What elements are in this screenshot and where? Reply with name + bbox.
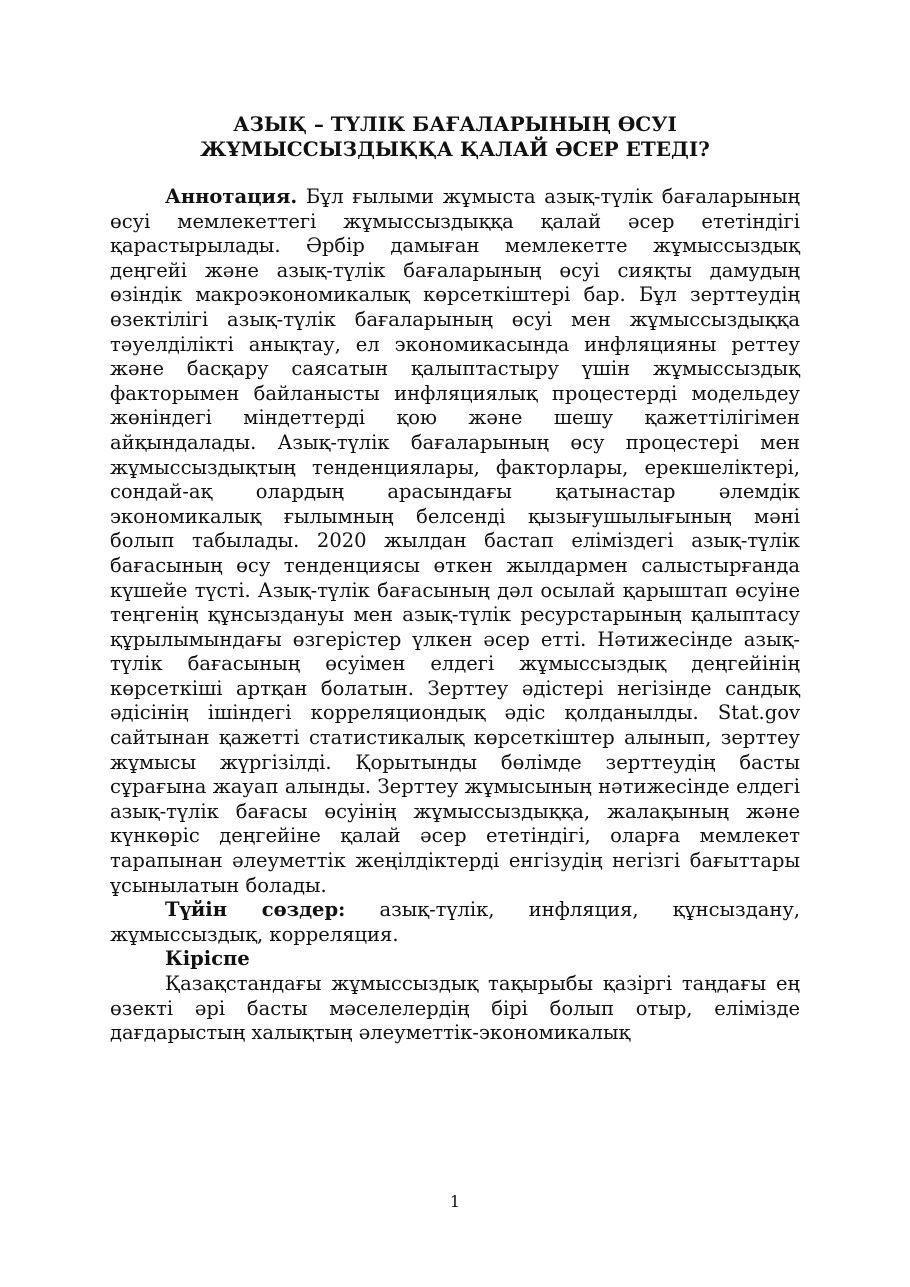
abstract-label: Аннотация. xyxy=(165,185,298,208)
paper-title-line-1: АЗЫҚ – ТҮЛІК БАҒАЛАРЫНЫҢ ӨСУІ xyxy=(233,112,677,136)
introduction-heading: Кіріспе xyxy=(165,947,250,971)
keywords-label: Түйін сөздер: xyxy=(165,898,346,922)
page-number: 1 xyxy=(449,1192,461,1211)
abstract-text: Бұл ғылыми жұмыста азық-түлік бағаларының өсуі мемлекеттегі жұмыссыздыққа қалай әсер ететіндігі қарастырылады. Әрбір дамыған мемлекетте жұмыссыздық деңгейі және азық-түлік бағаларының өсуі сияқты дамудың өзіндік макроэкономикалық көрсеткіштері бар. Бұл зерттеудің өзектілігі азық-түлік бағаларының өсуі мен жұмыссыздыққа тәуелділікті анықтау, ел экономикасында инфляцияны реттеу және басқару саясатын қалыптастыру үшін жұмыссыздық факторымен байланысты инфляциялық процестерді модельдеу жөніндегі міндеттерді қою және шешу қажеттілігімен айқындалады. Азық-түлік бағаларының өсу процестері мен жұмыссыздықтың тенденциялары, факторлары, ерекшеліктері, сондай-ақ олардың арасындағы қатынастар әлемдік экономикалық ғылымның белсенді қызығушылығының мәні болып табылады. 2020 жылдан бастап еліміздегі азық-түлік бағасының өсу тенденциясы өткен жылдармен салыстырғанда күшейе түсті. Азық-түлік бағасының дәл осылай қарыштап өсуіне теңгенің құнсыздануы мен азық-түлік ресурстарының қалыптасу құрылымындағы өзгерістер үлкен әсер етті. Нәтижесінде азық-түлік бағасының өсуімен елдегі жұмыссыздық деңгейінің көрсеткіші артқан болатын. Зерттеу әдістері негізінде сандық әдісінің ішіндегі корреляциондық әдіс қолданылды. Stat.gov сайтынан қажетті статистикалық көрсеткіштер алынып, зерттеу жұмысы жүргізілді. Қорытынды бөлімде зерттеудің басты сұрағына жауап алынды. Зерттеу жұмысының нәтижесінде елдегі азық-түлік бағасы өсуінің жұмыссыздыққа, жалақының және күнкөріс деңгейіне қалай әсер ететіндігі, оларға мемлекет тарапынан әлеуметтік жеңілдіктерді енгізудің негізгі бағыттары ұсынылатын болады. xyxy=(110,185,800,897)
introduction-paragraph: Қазақстандағы жұмыссыздық тақырыбы қазіргі таңдағы ең өзекті әрі басты мәселелердің бірі болып отыр, елімізде дағдарыстың халықтың әлеуметтік-экономикалық xyxy=(110,972,800,1045)
keywords-text: азық-түлік, инфляция, құнсыздану, жұмыссыздық, корреляция. xyxy=(110,898,800,946)
paper-title xyxy=(110,112,800,162)
abstract-paragraph xyxy=(110,185,800,898)
paper-body xyxy=(110,185,800,1046)
paper-title-line-2: ЖҰМЫССЫЗДЫҚҚА ҚАЛАЙ ӘСЕР ЕТЕДІ? xyxy=(200,137,710,161)
keywords-paragraph xyxy=(110,898,800,947)
